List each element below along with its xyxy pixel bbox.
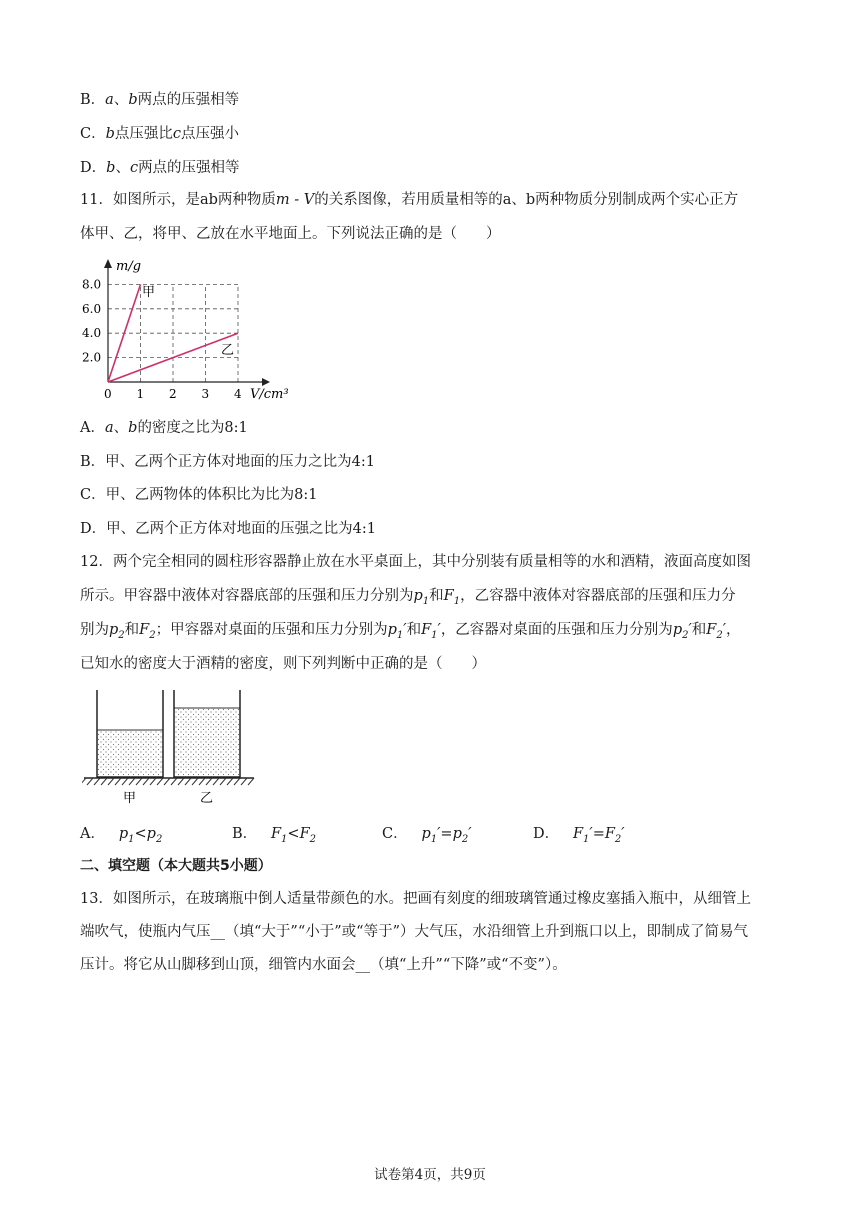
x-tick-label: 1	[136, 387, 145, 401]
q12-option-b: B． $F_1<F_2$	[232, 826, 317, 845]
x-axis-arrow	[262, 378, 270, 386]
table-hatch	[101, 778, 107, 785]
q13-stem-line3: 压计。将它从山脚移到山顶，细管内水面会__（填“上升”“下降”或“不变”）。	[80, 957, 567, 973]
q12-stem-line4: 已知水的密度大于酒精的密度，则下列判断中正确的是（ ）	[80, 656, 486, 672]
table-hatch	[136, 778, 142, 785]
x-axis-label: V/cm³	[250, 387, 289, 402]
y-tick-label: 2.0	[82, 350, 102, 365]
table-hatch	[143, 778, 149, 785]
containers-figure	[82, 688, 272, 810]
container-b-label: 乙	[200, 791, 214, 806]
q13-stem-line2: 端吹气，使瓶内气压__（填“大于”“小于”或“等于”）大气压，水沿细管上升到瓶口以上，即制成了简易气	[80, 924, 748, 940]
y-tick-label: 8.0	[82, 277, 102, 292]
q10-option-c: C．b点压强比c点压强小	[80, 126, 240, 142]
table-hatch	[220, 778, 226, 785]
series-line-a	[108, 284, 141, 382]
q11-option-a: A．a、b的密度之比为8:1	[80, 420, 248, 436]
q12-option-c: C． $p_1'=p_2'$	[382, 826, 472, 845]
table-hatch	[192, 778, 198, 785]
q11-stem-line1: 11．如图所示，是ab两种物质m - V的关系图像，若用质量相等的a、b两种物质分别制成两个实心正方	[80, 192, 739, 208]
table-hatch	[82, 778, 86, 785]
q10-option-b: B．a、b两点的压强相等	[80, 92, 240, 108]
table-hatch	[234, 778, 240, 785]
q11-option-c: C．甲、乙两物体的体积比为比为8:1	[80, 487, 318, 503]
q11-option-b: B．甲、乙两个正方体对地面的压力之比为4:1	[80, 454, 375, 470]
y-tick-label: 4.0	[82, 326, 102, 341]
q12-stem-line2: 所示。甲容器中液体对容器底部的压强和压力分别为$p_1$和$F_1$，乙容器中液体对容器底部的压强和压力分	[80, 588, 736, 607]
y-tick-label: 6.0	[82, 301, 102, 316]
table-hatch	[122, 778, 128, 785]
table-hatch	[206, 778, 212, 785]
table-hatch	[87, 778, 93, 785]
series-label-a: 甲	[142, 285, 156, 300]
table-hatch	[108, 778, 114, 785]
series-label-b: 乙	[221, 343, 235, 358]
mv-graph	[78, 256, 298, 406]
q13-stem-line1: 13．如图所示，在玻璃瓶中倒人适量带颜色的水。把画有刻度的细玻璃管通过橡皮塞插入瓶中，从细管上	[80, 891, 751, 907]
q11-option-d: D．甲、乙两个正方体对地面的压强之比为4:1	[80, 521, 376, 537]
container-a-label: 甲	[123, 791, 137, 806]
table-hatch	[150, 778, 156, 785]
x-tick-label: 0	[104, 387, 112, 401]
q12-option-d: D． $F_1'=F_2'$	[533, 826, 625, 845]
liquid-b	[174, 708, 240, 777]
q12-stem-line1: 12．两个完全相同的圆柱形容器静止放在水平桌面上，其中分别装有质量相等的水和酒精，液面高度如图	[80, 554, 751, 570]
table-hatch	[178, 778, 184, 785]
q12-option-a: A． $p_1<p_2$	[80, 826, 163, 845]
table-hatch	[241, 778, 247, 785]
table-hatch	[164, 778, 170, 785]
q11-stem-line2: 体甲、乙，将甲、乙放在水平地面上。下列说法正确的是（ ）	[80, 226, 501, 242]
x-tick-label: 3	[201, 387, 210, 401]
section-heading: 二、填空题（本大题共5小题）	[80, 858, 272, 874]
q12-stem-line3: 别为$p_2$和$F_2$；甲容器对桌面的压强和压力分别为$p_1'$和$F_1'$，乙容器对桌面的压强和压力分别为$p_2'$和$F_2'$，	[80, 622, 741, 641]
q10-option-d: D．b、c两点的压强相等	[80, 160, 240, 176]
liquid-a	[97, 730, 163, 777]
x-tick-label: 2	[169, 387, 177, 401]
table-hatch	[94, 778, 100, 785]
table-hatch	[227, 778, 233, 785]
table-hatch	[115, 778, 121, 785]
y-axis-arrow	[104, 259, 112, 268]
table-hatch	[157, 778, 163, 785]
table-hatch	[248, 778, 254, 785]
table-hatch	[171, 778, 177, 785]
x-tick-label: 4	[234, 387, 242, 401]
table-hatch	[213, 778, 219, 785]
y-axis-label: m/g	[116, 259, 142, 274]
table-hatch	[199, 778, 205, 785]
table-hatch	[129, 778, 135, 785]
table-hatch	[185, 778, 191, 785]
page-footer: 试卷第4页，共9页	[374, 1167, 486, 1183]
